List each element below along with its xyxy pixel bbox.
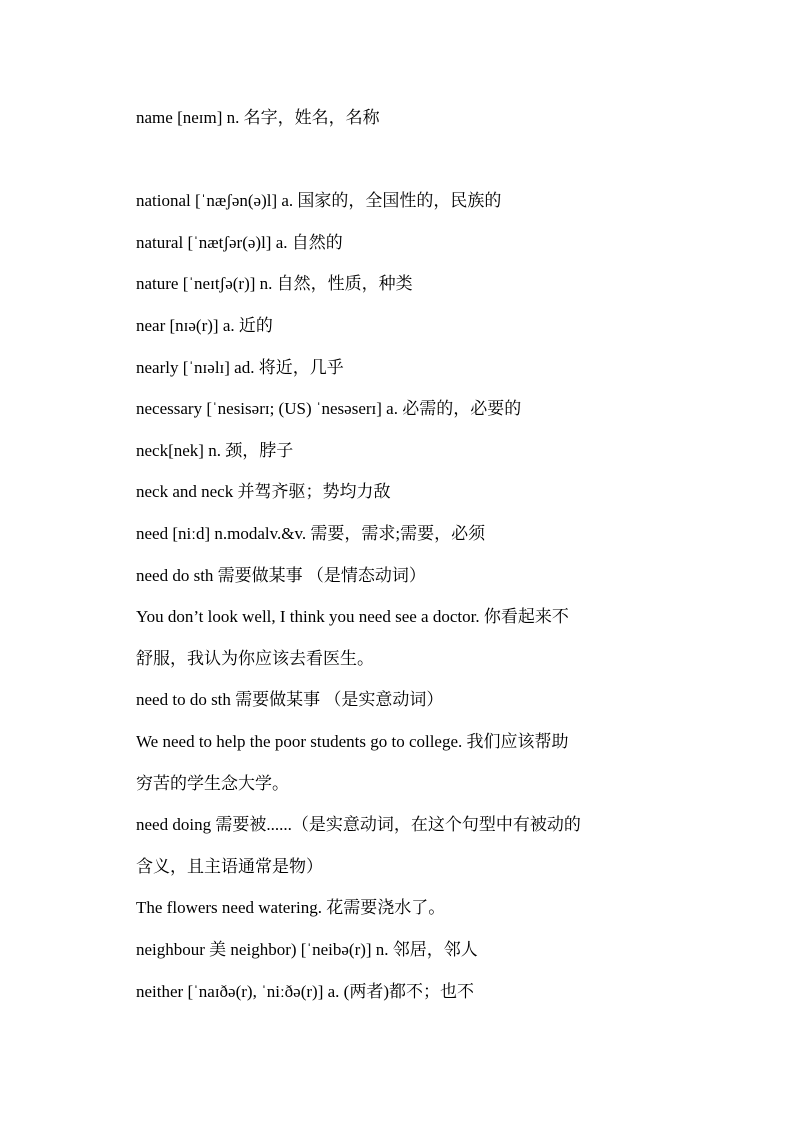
entry-neck-and-neck: neck and neck 并驾齐驱；势均力敌 xyxy=(136,482,391,501)
entry-nature: nature [ˈneɪtʃə(r)] n. 自然，性质，种类 xyxy=(136,274,413,293)
entry-neck: neck[nek] n. 颈，脖子 xyxy=(136,441,294,460)
entry-national: national [ˈnæʃən(ə)l] a. 国家的，全国性的，民族的 xyxy=(136,191,502,210)
example-need-do-line2: 舒服，我认为你应该去看医生。 xyxy=(136,649,374,668)
usage-need-doing-line1: need doing 需要被......（是实意动词，在这个句型中有被动的 xyxy=(136,815,581,834)
example-need-do-line1: You don’t look well, I think you need see a doctor. 你看起来不 xyxy=(136,607,569,626)
entry-natural: natural [ˈnætʃər(ə)l] a. 自然的 xyxy=(136,233,343,252)
entry-name: name [neɪm] n. 名字，姓名，名称 xyxy=(136,108,380,127)
example-need-to-do-line1: We need to help the poor students go to college. 我们应该帮助 xyxy=(136,732,569,751)
example-need-to-do-line2: 穷苦的学生念大学。 xyxy=(136,774,289,793)
usage-need-doing-line2: 含义，且主语通常是物） xyxy=(136,857,323,876)
entry-need: need [niːd] n.modalv.&v. 需要，需求;需要，必须 xyxy=(136,524,486,543)
usage-need-do: need do sth 需要做某事 （是情态动词） xyxy=(136,566,426,585)
entry-nearly: nearly [ˈnɪəlɪ] ad. 将近，几乎 xyxy=(136,358,344,377)
entry-near: near [nɪə(r)] a. 近的 xyxy=(136,316,273,335)
usage-need-to-do: need to do sth 需要做某事 （是实意动词） xyxy=(136,690,444,709)
entry-neither: neither [ˈnaɪðə(r), ˈniːðə(r)] a. (两者)都不；也不 xyxy=(136,982,474,1001)
example-need-doing: The flowers need watering. 花需要浇水了。 xyxy=(136,898,446,917)
entry-necessary: necessary [ˈnesisərɪ; (US) ˈnesəserɪ] a. 必需的，必要的 xyxy=(136,399,522,418)
entry-neighbour: neighbour 美 neighbor) [ˈneibə(r)] n. 邻居，邻人 xyxy=(136,940,478,959)
